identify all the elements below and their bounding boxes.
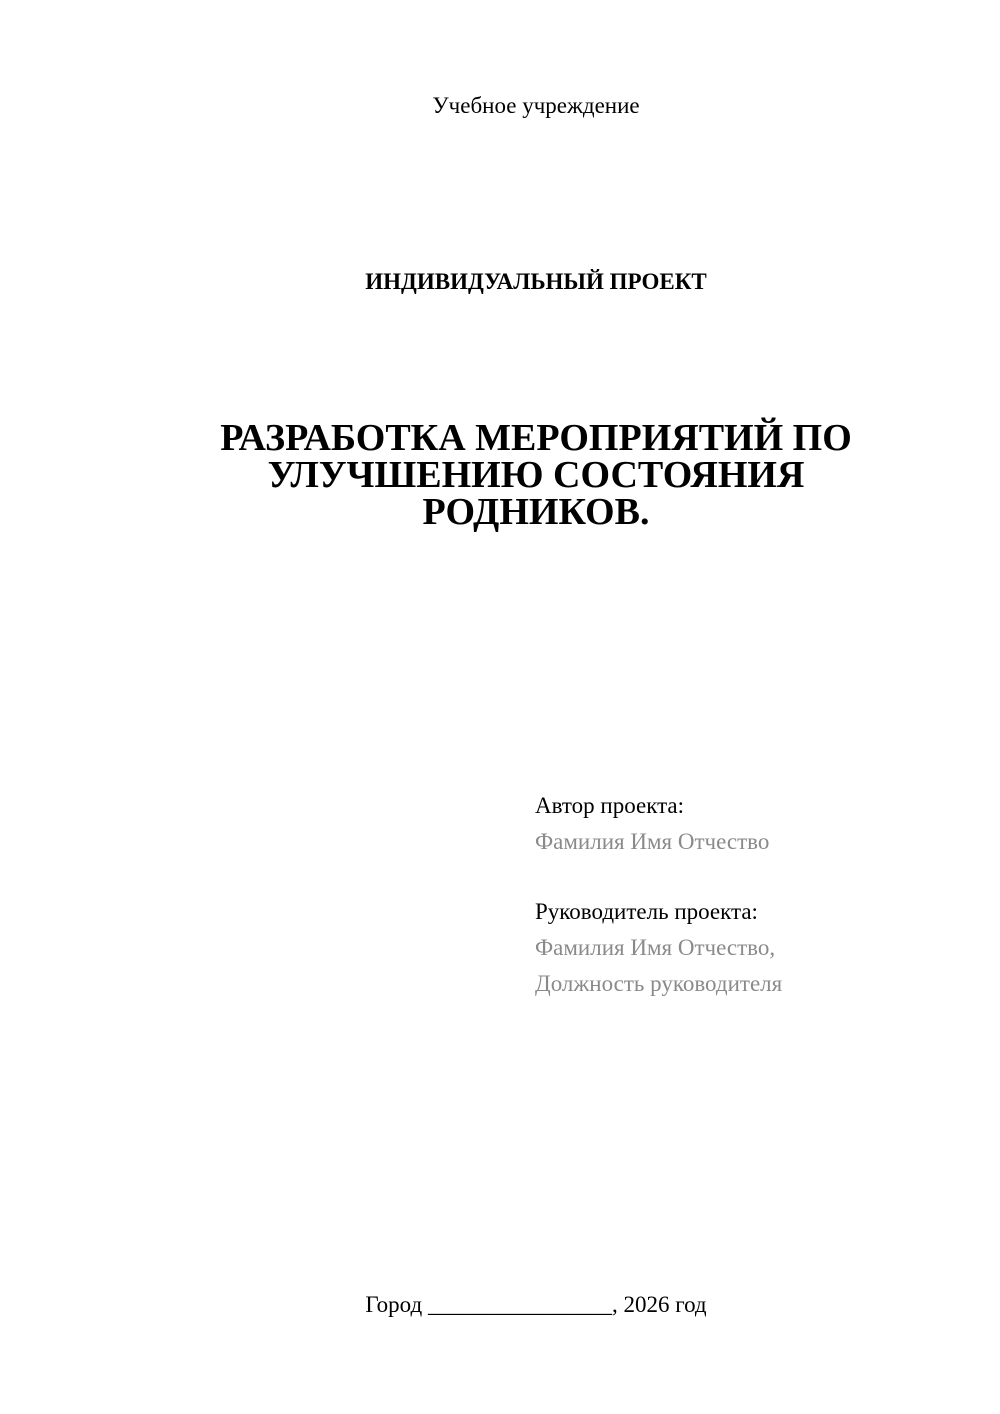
supervisor-name: Фамилия Имя Отчество, — [535, 935, 776, 960]
author-block — [535, 788, 975, 860]
author-label: Автор проекта: — [535, 793, 684, 818]
signatures-block — [535, 788, 975, 1036]
document-type: ИНДИВИДУАЛЬНЫЙ ПРОЕКТ — [365, 269, 707, 294]
author-name: Фамилия Имя Отчество — [535, 829, 770, 854]
supervisor-block — [535, 894, 975, 1002]
title-line: РАЗРАБОТКА МЕРОПРИЯТИЙ ПО — [220, 417, 852, 459]
document-title — [186, 417, 886, 533]
title-line: УЛУЧШЕНИЮ СОСТОЯНИЯ — [267, 454, 805, 496]
city-year-line: Город ________________, 2026 год — [365, 1292, 707, 1317]
supervisor-position: Должность руководителя — [535, 971, 783, 996]
title-line: РОДНИКОВ. — [422, 491, 650, 533]
institution-name: Учебное учреждение — [432, 93, 640, 118]
supervisor-label: Руководитель проекта: — [535, 899, 758, 924]
